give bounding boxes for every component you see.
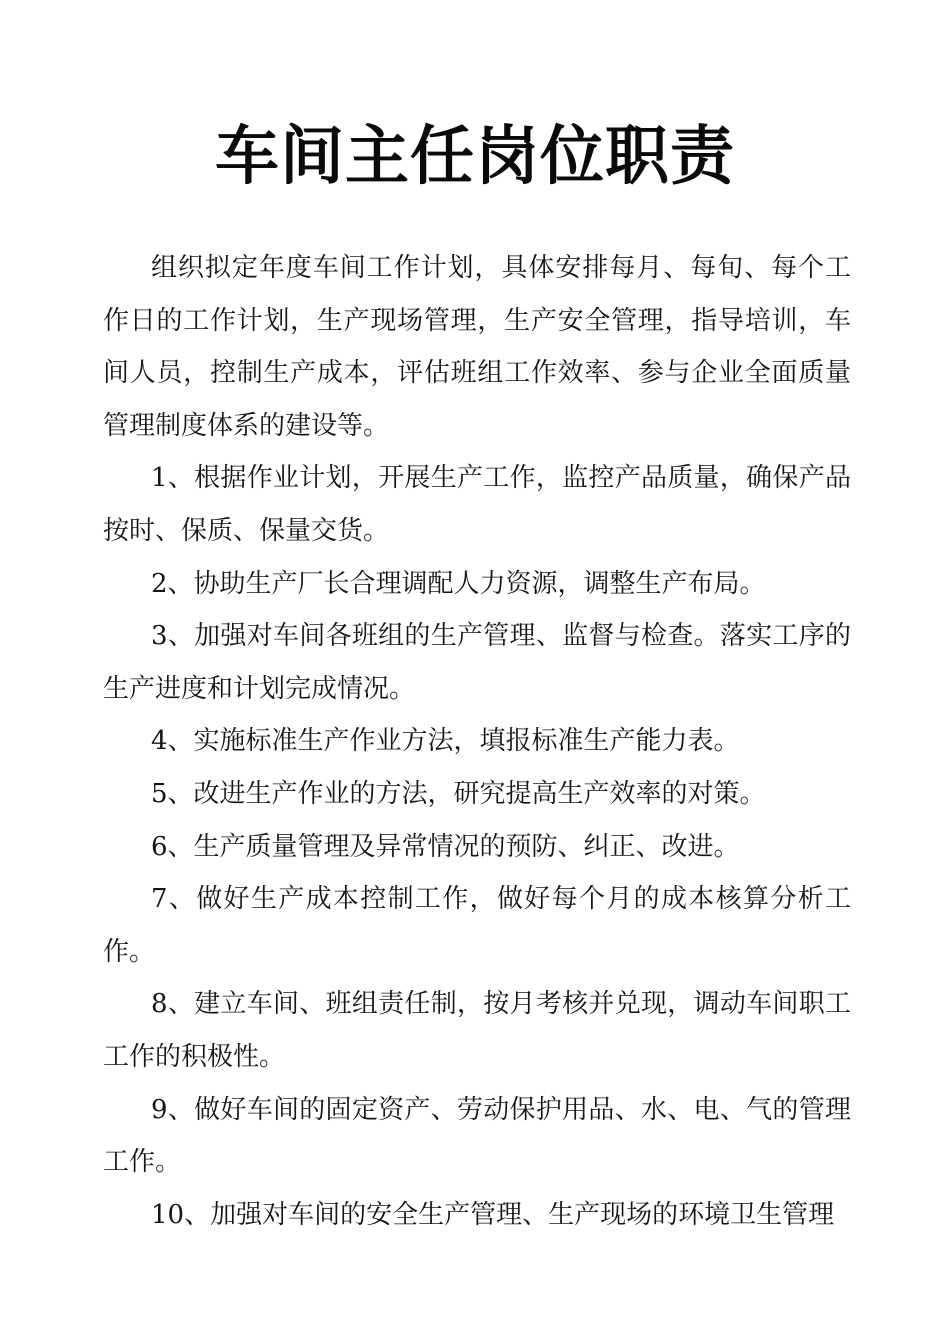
duty-item-8: 8、建立车间、班组责任制，按月考核并兑现，调动车间职工工作的积极性。 [103, 989, 851, 1072]
document-title: 车间主任岗位职责 [215, 120, 735, 194]
duty-item-6: 6、生产质量管理及异常情况的预防、纠正、改进。 [151, 831, 740, 862]
duty-item-2: 2、协助生产厂长合理调配人力资源，调整生产布局。 [151, 568, 766, 599]
duty-item-9: 9、做好车间的固定资产、劳动保护用品、水、电、气的管理工作。 [103, 1094, 851, 1178]
document-body [103, 242, 851, 1241]
duty-item-4: 4、实施标准生产作业方法，填报标准生产能力表。 [151, 726, 740, 757]
duty-item-1: 1、根据作业计划，开展生产工作，监控产品质量，确保产品按时、保质、保量交货。 [103, 463, 851, 546]
duty-item-5: 5、改进生产作业的方法，研究提高生产效率的对策。 [151, 778, 766, 809]
duty-item-3: 3、加强对车间各班组的生产管理、监督与检查。落实工序的生产进度和计划完成情况。 [103, 621, 851, 704]
duty-item-7: 7、做好生产成本控制工作，做好每个月的成本核算分析工作。 [103, 884, 851, 967]
duty-item-10: 10、加强对车间的安全生产管理、生产现场的环境卫生管理 [151, 1199, 835, 1230]
intro-paragraph: 组织拟定年度车间工作计划，具体安排每月、每旬、每个工作日的工作计划，生产现场管理，生产安全管理，指导培训，车间人员，控制生产成本，评估班组工作效率、参与企业全面质量管理制度体系的建设等。 [103, 253, 851, 441]
